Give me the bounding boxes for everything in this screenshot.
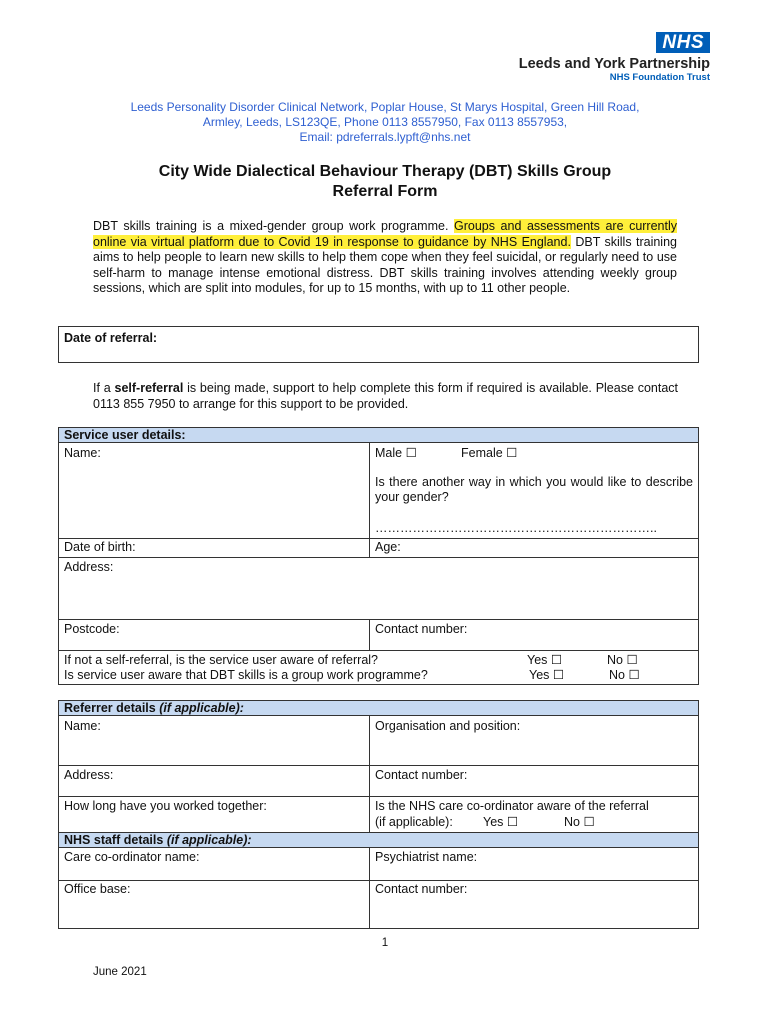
trust-name: Leeds and York Partnership: [518, 56, 710, 72]
how-long-label: How long have you worked together:: [64, 799, 267, 813]
su-contact-label: Contact number:: [375, 622, 468, 636]
title-line-1: City Wide Dialectical Behaviour Therapy (DBT) Skills Group: [158, 163, 612, 180]
intro-text-2: DBT skills training aims to help people to learn new skills to help them cope when they feel suicidal, or regularly need to use self-harm to manage intense emotional distress. DBT skills training involves attending weekly group sessions, which are split into modules, for up to 15 months, with up to 11 other people.: [93, 234, 677, 295]
nhs-coordinator-question-2: (if applicable):: [375, 815, 453, 829]
date-of-referral-box[interactable]: [58, 326, 699, 363]
referrer-header-text: Referrer details: [64, 701, 160, 715]
nhs-coordinator-question: Is the NHS care co-ordinator aware of the referral: [375, 799, 649, 813]
self-referral-note: [93, 380, 678, 412]
col-divider: [369, 848, 370, 928]
dob-label: Date of birth:: [64, 540, 136, 554]
service-user-table: [58, 427, 699, 685]
group-aware-question: Is service user aware that DBT skills is a group work programme?: [64, 668, 428, 682]
row-divider: [59, 557, 698, 558]
office-base-label: Office base:: [64, 882, 131, 896]
referrer-table: [58, 700, 699, 929]
self-referral-bold: self-referral: [114, 381, 184, 395]
col-divider: [369, 443, 370, 557]
col-divider: [369, 619, 370, 650]
nhs-logo: [519, 32, 710, 83]
group-aware-no[interactable]: No ☐: [609, 668, 640, 682]
title-line-2: Referral Form: [332, 183, 438, 200]
self-referral-pre: If a: [93, 381, 115, 395]
referrer-address-label: Address:: [64, 768, 114, 782]
form-title: [0, 162, 770, 202]
aware-referral-question: If not a self-referral, is the service user aware of referral?: [64, 653, 379, 667]
date-of-referral-label: Date of referral:: [64, 331, 158, 345]
trust-subtitle: NHS Foundation Trust: [609, 72, 710, 83]
self-referral-post: is being made, support to help complete this form if required is available. Please contact 0113 855 7950 to arrange for this support to be provided.: [93, 381, 679, 411]
referrer-header: [59, 701, 698, 716]
referrer-name-label: Name:: [64, 719, 101, 733]
group-aware-yes[interactable]: Yes ☐: [529, 668, 565, 682]
footer-date: June 2021: [93, 966, 147, 978]
intro-text-1: DBT skills training is a mixed-gender group work programme.: [93, 219, 454, 233]
address-line-1: Leeds Personality Disorder Clinical Network, Poplar House, St Marys Hospital, Green Hill Road,: [130, 100, 640, 114]
nhs-staff-header-italic: (if applicable):: [166, 833, 252, 847]
row-divider: [59, 765, 698, 766]
intro-paragraph: [93, 219, 677, 297]
coordinator-aware-yes[interactable]: Yes ☐: [483, 815, 519, 829]
clinic-address: [0, 100, 770, 145]
row-divider: [59, 538, 698, 539]
age-label: Age:: [375, 540, 401, 554]
postcode-label: Postcode:: [64, 622, 120, 636]
organisation-label: Organisation and position:: [375, 719, 521, 733]
care-coordinator-label: Care co-ordinator name:: [64, 850, 200, 864]
su-address-label: Address:: [64, 560, 114, 574]
gender-answer-line[interactable]: …………………………………………………………..: [375, 521, 657, 535]
staff-contact-label: Contact number:: [375, 882, 468, 896]
page-number: 1: [381, 937, 389, 949]
su-name-label: Name:: [64, 446, 101, 460]
row-divider: [59, 619, 698, 620]
row-divider: [59, 650, 698, 651]
service-user-header: Service user details:: [59, 428, 698, 443]
nhs-badge: NHS: [656, 32, 710, 53]
referrer-header-italic: (if applicable):: [159, 701, 244, 715]
intro-highlight: Groups and assessments are currently online via virtual platform due to Covid 19 in response to guidance by NHS England.: [93, 219, 678, 249]
gender-question: Is there another way in which you would like to describe your gender?: [375, 475, 693, 504]
female-checkbox[interactable]: Female ☐: [461, 446, 518, 460]
male-checkbox[interactable]: Male ☐: [375, 446, 417, 460]
aware-referral-yes[interactable]: Yes ☐: [527, 653, 563, 667]
nhs-staff-header: [59, 833, 698, 848]
aware-referral-no[interactable]: No ☐: [607, 653, 638, 667]
col-divider: [369, 716, 370, 832]
coordinator-aware-no[interactable]: No ☐: [564, 815, 595, 829]
referrer-contact-label: Contact number:: [375, 768, 468, 782]
row-divider: [59, 796, 698, 797]
row-divider: [59, 880, 698, 881]
address-line-2: Armley, Leeds, LS123QE, Phone 0113 8557950, Fax 0113 8557953,: [202, 115, 568, 129]
psychiatrist-label: Psychiatrist name:: [375, 850, 478, 864]
address-line-3: Email: pdreferrals.lypft@nhs.net: [299, 130, 471, 144]
nhs-staff-header-text: NHS staff details: [64, 833, 167, 847]
